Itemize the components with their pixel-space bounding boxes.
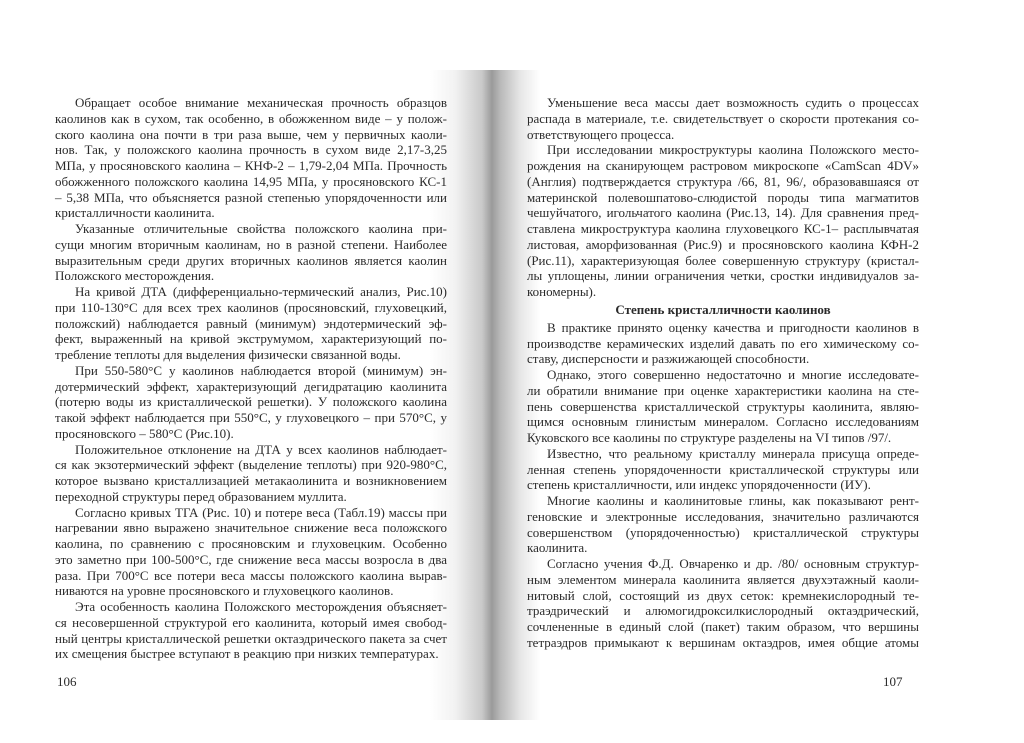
text-line: Куковского все каолины по структуре разделены на VI типов /97/.: [527, 430, 892, 445]
text-line: ный центры кристаллической решетки октаэдрического пакета за счет: [55, 630, 447, 646]
text-line: листовая, аморфизованная (Рис.9) и просяновского каолина КФН-2: [527, 236, 919, 252]
text-line: МПа, у просяновского каолина – КНФ-2 – 1,79-2,04 МПа. Прочность: [55, 158, 447, 173]
text-line: дотермический эффект, характеризующий дегидратацию каолинита: [55, 378, 447, 394]
text-line: требление теплоты для выделения физически связанной воды.: [55, 347, 401, 362]
text-line: материнской полевошпатово-слюдистой породы типа магматитов: [527, 189, 919, 205]
text-line: это заметно при 100-500°С, где снижение веса массы возросла в два: [55, 551, 447, 567]
text-line: Однако, этого совершенно недостаточно и многие исследовате-: [547, 367, 919, 382]
paragraph: [55, 363, 447, 442]
text-line: кономерны).: [527, 284, 597, 299]
text-line: геновские и электронные исследования, значительно различаются: [527, 508, 919, 524]
paragraph: [527, 556, 919, 651]
text-line: ли обратили внимание при оценке характеристики каолина на сте-: [527, 382, 919, 398]
paragraph: [527, 493, 919, 556]
text-line: кристалличности каолинита.: [55, 205, 215, 221]
text-line: ся как экзотермический эффект (выделение теплоты) при 920-980°С,: [55, 457, 447, 473]
text-line: совершенством (упорядоченностью) кристаллической структуры: [527, 524, 919, 540]
text-line: выразительным среди других вторичных каолинов является каолин: [55, 252, 447, 268]
text-line: нитовый слой, состоящий из двух сеток: кремнекислородный те-: [527, 587, 919, 603]
text-line: нов. Так, у положского каолина прочность в сухом виде 2,17-3,25: [55, 142, 447, 158]
paragraph: [527, 95, 919, 142]
text-line: Многие каолины и каолинитовые глины, как показывают рент-: [547, 493, 919, 508]
paragraph: [527, 367, 919, 446]
paragraph: [527, 320, 919, 367]
text-line: Известно, что реальному кристаллу минерала присуща опреде-: [547, 445, 919, 461]
text-line: чешуйчатого, игольчатого каолина (Рис.13, 14). Для сравнения пред-: [527, 205, 919, 221]
text-line: фект, выраженный на кривой экструмумом, характеризующий по-: [55, 331, 447, 347]
text-line: такой эффект наблюдается при 550°С, у глуховецкого – при 570°С, у: [55, 410, 447, 425]
text-line: каолинов как в сухом, так особенно, в обожженном виде – у полож-: [55, 110, 447, 126]
text-line: (потерю воды из кристаллической решетки). У положского каолина: [55, 394, 447, 410]
text-line: каолинита.: [527, 540, 588, 556]
right-page-text: [527, 95, 919, 651]
text-line: положский) наблюдается равный (минимум) эндотермический эф-: [55, 315, 447, 331]
text-line: траэдрический и алюмогидроксилкислородный октаэдрический,: [527, 603, 919, 619]
text-line: обожженного положского каолина 14,95 МПа, у просяновского КС-1: [55, 173, 447, 189]
text-line: Положительное отклонение на ДТА у всех каолинов наблюдает-: [75, 441, 447, 457]
text-line: Указанные отличительные свойства положского каолина при-: [75, 221, 447, 236]
text-line: переходной структуры перед образованием муллита.: [55, 488, 347, 504]
text-line: ным элементом минерала каолинита является двухэтажный каоли-: [527, 571, 919, 587]
text-line: распада в материале, т.е. свидетельствует о скорости протекания со-: [527, 110, 919, 126]
page-number-left: 106: [57, 674, 77, 689]
text-line: ответствующего процесса.: [527, 126, 675, 142]
section-heading-block: [527, 300, 919, 320]
text-line: Согласно кривых ТГА (Рис. 10) и потере веса (Табл.19) массы при: [75, 504, 447, 520]
text-line: степень кристалличности, или индекс упорядоченности (ИУ).: [527, 477, 871, 493]
paragraph: [55, 95, 447, 221]
text-line: их смещения быстрее вступают в реакцию при низких температурах.: [55, 646, 439, 662]
text-line: ленная степень упорядоченности кристаллической структуры или: [527, 461, 919, 477]
text-line: (Рис.11), характеризующая более совершенную структуру (кристал-: [527, 252, 919, 268]
text-line: Обращает особое внимание механическая прочность образцов: [75, 95, 447, 110]
text-line: При 550-580°С у каолинов наблюдается второй (минимум) эн-: [75, 362, 447, 378]
paragraph: [55, 599, 447, 662]
text-line: Эта особенность каолина Положского месторождения объясняет-: [75, 599, 447, 614]
text-line: Положского месторождения.: [55, 268, 215, 284]
text-line: производстве керамических изделий давать по его химическому со-: [527, 335, 919, 351]
text-line: ского каолина она почти в три раза выше, чем у первичных каоли-: [55, 126, 447, 142]
text-line: ставлена микроструктура каолина глуховецкого КС-1– расплывчатая: [527, 221, 919, 236]
section-heading: Степень кристалличности каолинов: [615, 301, 831, 317]
text-line: раза. При 700°С все потери веса массы положского каолина вырав-: [55, 567, 447, 583]
left-page-text: [55, 95, 447, 662]
text-line: каолина, по сравнению с просяновским и глуховецким. Особенно: [55, 536, 447, 551]
page-number-right: 107: [883, 674, 903, 689]
text-line: при 110-130°С для всех трех каолинов (просяновский, глуховецкий,: [55, 299, 447, 315]
text-line: В практике принято оценку качества и пригодности каолинов в: [547, 319, 919, 335]
text-line: лы уплощены, линии ограничения четки, сростки индивидуалов за-: [527, 268, 919, 284]
text-line: ся несовершенной структурой его каолинита, который имея свобод-: [55, 614, 447, 630]
text-line: щимся основным глинистым минералом. Согласно исследованиям: [527, 414, 919, 430]
text-line: пень совершенства кристаллической структуры каолинита, являю-: [527, 398, 919, 414]
text-line: – 5,38 МПа, что объясняется разной степенью упорядоченности или: [55, 189, 447, 205]
text-line: Уменьшение веса массы дает возможность судить о процессах: [547, 95, 919, 110]
text-line: нагревании явно выражено значительное снижение веса положского: [55, 520, 447, 536]
paragraph: [55, 284, 447, 363]
text-line: (Англия) подтверждается структура /66, 81, 96/, образовавшаяся от: [527, 173, 919, 189]
text-line: Согласно учения Ф.Д. Овчаренко и др. /80/ основным структур-: [547, 556, 919, 571]
text-line: просяновского – 580°С (Рис.10).: [55, 425, 234, 441]
paragraph: [55, 505, 447, 600]
text-line: сущи многим вторичным каолинам, но в разной степени. Наиболее: [55, 236, 447, 252]
paragraph: [55, 221, 447, 284]
text-line: ставу, дисперсности и разжижающей способности.: [527, 351, 810, 367]
paragraph: [527, 446, 919, 493]
text-line: При исследовании микроструктуры каолина Положского место-: [547, 142, 919, 158]
text-line: которое вызвано кристаллизацией метакаолинита и возникновением: [55, 473, 447, 488]
text-line: рождения на сканирующем растровом микроскопе «CamScan 4DV»: [527, 158, 919, 173]
paragraph: [527, 142, 919, 300]
text-line: ниваются на уровне просяновского и глуховецкого каолинов.: [55, 583, 394, 599]
text-line: На кривой ДТА (дифференциально-термический анализ, Рис.10): [75, 284, 447, 299]
paragraph: [55, 442, 447, 505]
text-line: тетраэдров примыкают к вершинам октаэдров, имея общие атомы: [527, 634, 919, 650]
text-line: сочлененные в единый слой (пакет) таким образом, что вершины: [527, 619, 919, 634]
